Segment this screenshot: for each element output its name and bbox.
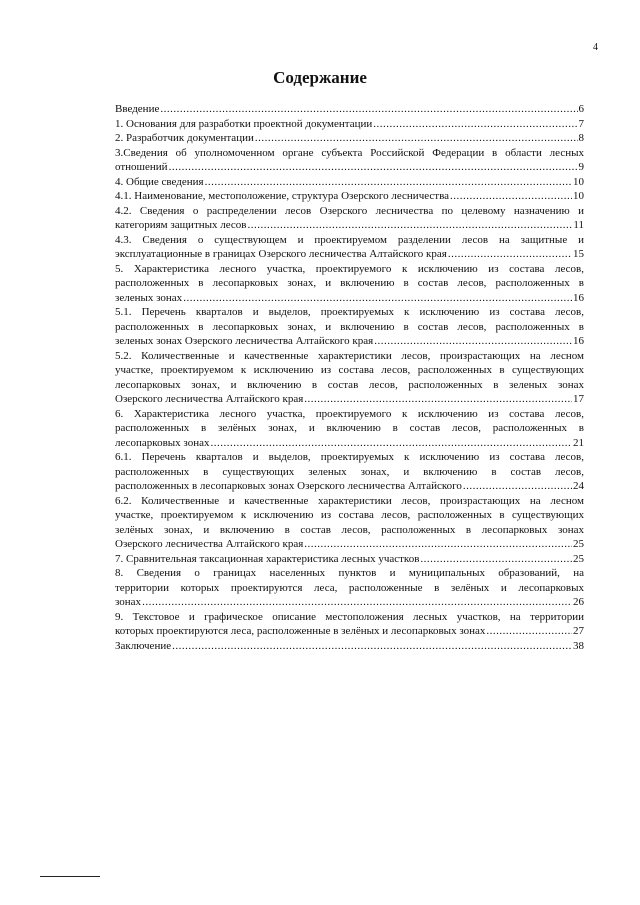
dot-leader [255,131,578,146]
table-of-contents [115,102,584,653]
footnote-rule [40,876,100,877]
toc-page-number: 17 [573,393,584,405]
toc-entry[interactable] [115,131,584,146]
toc-page-number: 6 [578,103,584,115]
toc-page-number: 27 [573,625,584,637]
toc-entry-line: 6. Характеристика лесного участка, проектируемого к исключению из состава лесов, [115,407,584,420]
toc-entry-title: 4. Общие сведения [115,175,204,188]
toc-entry-title: зеленых зонах [115,291,183,304]
toc-entry-title: которых проектируются леса, расположенные в зелёных и лесопарковых зонах [115,625,486,637]
dot-leader [205,175,572,190]
dot-leader [183,291,572,306]
toc-page-number: 16 [573,335,584,347]
dot-leader [248,218,573,233]
toc-entry-title: Озерского лесничества Алтайского края [115,538,304,550]
toc-entry-title: Озерского лесничества Алтайского края [115,393,304,405]
toc-entry-line: 5.2. Количественные и качественные характеристики лесов, произрастающих на лесном [115,349,584,362]
toc-entry-title: категориям защитных лесов [115,219,247,231]
toc-entry[interactable] [115,117,584,132]
toc-entry[interactable] [115,566,584,610]
toc-entry[interactable] [115,146,584,175]
toc-entry-title: 2. Разработчик документации [115,132,254,144]
toc-entry[interactable] [115,349,584,407]
toc-entry-line: 9. Текстовое и графическое описание местоположения лесных участков, на территории [115,610,584,623]
toc-entry-title: 1. Основания для разработки проектной документации [115,117,373,130]
toc-entry-line: участке, проектируемом к исключению из состава лесов, расположенных в существующих [115,509,584,521]
toc-entry-line: лесопарковых зонах, и включению в состав лесов, расположенных в зеленых зонах [115,378,584,391]
toc-entry-line: расположенных в существующих зеленых зонах, и включению в состав лесов, [115,465,584,478]
toc-entry-line: 8. Сведения о границах населенных пунктов и муниципальных образований, на [115,567,584,579]
page-title: Содержание [273,68,367,87]
toc-entry-title: расположенных в лесопарковых зонах Озерского лесничества Алтайского [115,480,462,492]
dot-leader [210,436,572,451]
toc-entry-line: 5. Характеристика лесного участка, проектируемого к исключению из состава лесов, [115,262,584,275]
toc-page-number: 25 [573,538,584,550]
toc-entry-title: зонах [115,596,142,608]
toc-page-number: 9 [578,161,584,173]
toc-entry-line: участке, проектируемом к исключению из состава лесов, расположенных в существующих [115,364,584,376]
dot-leader [169,160,578,175]
toc-page-number: 24 [573,480,584,492]
toc-entry-title: 4.1. Наименование, местоположение, структура Озерского лесничества [115,190,450,202]
toc-entry-title: Введение [115,103,160,115]
toc-entry-title: зеленых зонах Озерского лесничества Алтайского края [115,335,374,347]
toc-entry-title: эксплуатационные в границах Озерского лесничества Алтайского края [115,248,447,260]
toc-entry-line: расположенных в лесопарковых зонах, и включению в состав лесов, расположенных в [115,277,584,289]
toc-page-number: 10 [573,175,584,188]
dot-leader [486,624,572,639]
dot-leader [160,102,577,117]
toc-page-number: 15 [573,248,584,260]
toc-entry-line: расположенных в лесопарковых зонах, и включению в состав лесов, расположенных в [115,320,584,333]
toc-entry-line: зелёных зонах, и включению в состав лесов, расположенных в лесопарковых зонах [115,523,584,536]
toc-entry[interactable] [115,189,584,204]
dot-leader [373,117,577,132]
toc-entry-line: 6.1. Перечень кварталов и выделов, проектируемых к исключению из состава лесов, [115,451,584,463]
dot-leader [304,537,572,552]
toc-entry[interactable] [115,639,584,654]
toc-entry-line: 4.2. Сведения о распределении лесов Озерского лесничества по целевому назначению и [115,204,584,217]
toc-page-number: 16 [573,291,584,304]
toc-entry[interactable] [115,102,584,117]
toc-page-number: 10 [573,190,584,202]
toc-entry[interactable] [115,305,584,349]
toc-entry-line: 5.1. Перечень кварталов и выделов, проектируемых к исключению из состава лесов, [115,306,584,318]
toc-entry[interactable] [115,233,584,262]
dot-leader [420,552,572,567]
dot-leader [142,595,572,610]
dot-leader [463,479,572,494]
toc-entry[interactable] [115,494,584,552]
toc-entry-line: 3.Сведения об уполномоченном органе субъекта Российской Федерации в области лесных [115,146,584,159]
dot-leader [304,392,572,407]
toc-entry-line: территории которых проектируются леса, расположенные в зелёных и лесопарковых [115,581,584,594]
toc-entry[interactable] [115,450,584,494]
toc-entry-line: 4.3. Сведения о существующем и проектируемом разделении лесов на защитные и [115,233,584,246]
toc-entry[interactable] [115,204,584,233]
toc-entry[interactable] [115,262,584,306]
toc-entry[interactable] [115,407,584,451]
dot-leader [172,639,572,654]
toc-page-number: 26 [573,596,584,608]
toc-entry-title: Заключение [115,639,172,652]
toc-entry[interactable] [115,610,584,639]
toc-entry[interactable] [115,552,584,567]
dot-leader [450,189,572,204]
page-number: 4 [593,42,598,53]
toc-entry-line: расположенных в зелёных зонах, и включению в состав лесов, расположенных в [115,422,584,434]
dot-leader [448,247,572,262]
toc-page-number: 11 [573,219,584,231]
toc-entry-title: лесопарковых зонах [115,436,210,449]
toc-entry-title: 7. Сравнительная таксационная характеристика лесных участков [115,552,420,565]
toc-page-number: 7 [578,117,584,130]
toc-entry[interactable] [115,175,584,190]
toc-entry-title: отношений [115,161,168,173]
dot-leader [374,334,572,349]
toc-entry-line: 6.2. Количественные и качественные характеристики лесов, произрастающих на лесном [115,494,584,507]
toc-page-number: 38 [573,639,584,652]
toc-page-number: 21 [573,436,584,449]
toc-page-number: 8 [578,132,584,144]
toc-page-number: 25 [573,552,584,565]
